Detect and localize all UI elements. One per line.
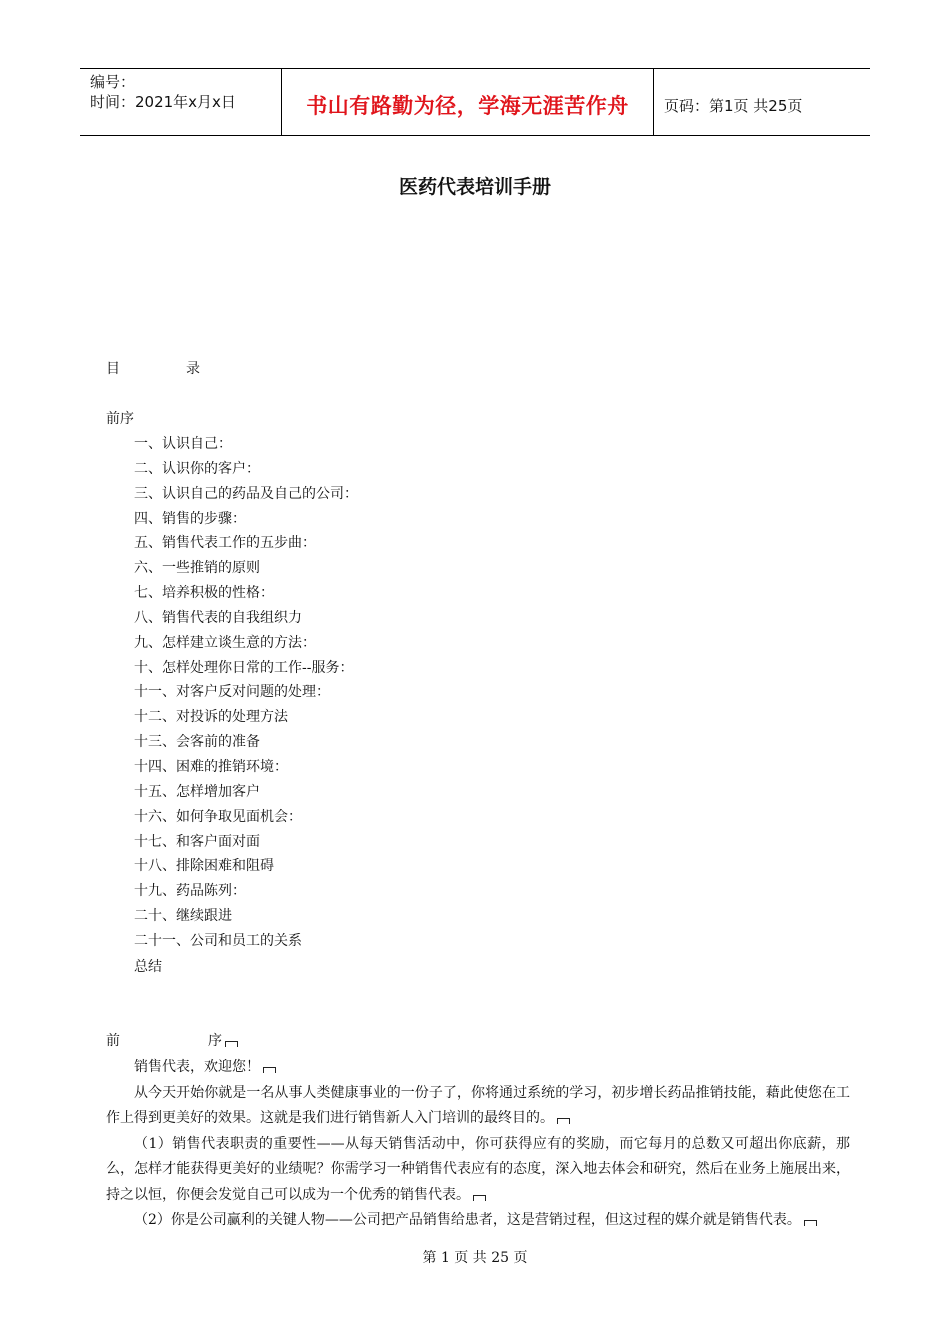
page-footer: 第 1 页 共 25 页 (422, 1250, 528, 1266)
header-page-info: 页码：第1页 共25页 (664, 96, 803, 115)
toc-item-preface[interactable]: 前序 (106, 411, 134, 427)
paragraph-mark-icon (263, 1067, 276, 1073)
toc-item[interactable]: 四、销售的步骤： (134, 510, 246, 527)
preface-heading-right: 序 (208, 1033, 222, 1049)
toc-item[interactable]: 二十、继续跟进 (134, 908, 232, 925)
paragraph-text: 从今天开始你就是一名从事人类健康事业的一份子了，你将通过系统的学习，初步增长药品推销技能，藉此使您在工作上得到更美好的效果。这就是我们进行销售新人入门培训的最终目的。 (106, 1084, 850, 1126)
toc-heading-left: 目 (106, 361, 120, 377)
toc-item[interactable]: 一、认识自己： (134, 436, 232, 452)
preface-paragraph (106, 1081, 850, 1132)
toc-item[interactable]: 十一、对客户反对问题的处理： (134, 684, 330, 701)
paragraph-mark-icon (557, 1118, 570, 1124)
toc-heading (106, 358, 200, 378)
paragraph-text: （2）你是公司赢利的关键人物——公司把产品销售给患者，这是营销过程，但这过程的媒介就是销售代表。 (134, 1212, 801, 1228)
toc-item[interactable]: 十二、对投诉的处理方法 (134, 709, 288, 726)
toc-item[interactable]: 六、一些推销的原则 (134, 560, 260, 577)
preface-body (106, 1055, 850, 1234)
toc-item[interactable]: 九、怎样建立谈生意的方法： (134, 634, 316, 651)
preface-paragraph (106, 1055, 850, 1081)
toc-item[interactable]: 三、认识自己的药品及自己的公司： (134, 485, 358, 502)
toc-list (134, 432, 358, 954)
paragraph-text: 销售代表，欢迎您！ (134, 1059, 260, 1075)
document-number-label: 编号： (90, 73, 136, 91)
toc-item[interactable]: 二、认识你的客户： (134, 460, 260, 477)
document-title: 医药代表培训手册 (398, 176, 551, 198)
paragraph-mark-icon (225, 1041, 238, 1047)
toc-item[interactable]: 十七、和客户面对面 (134, 833, 260, 850)
toc-item[interactable]: 十六、如何争取见面机会： (134, 808, 302, 825)
preface-paragraph (106, 1132, 850, 1209)
header-info-cell (80, 69, 282, 135)
toc-item[interactable]: 二十一、公司和员工的关系 (134, 932, 302, 949)
preface-heading (106, 1030, 238, 1050)
header-motto: 书山有路勤为径，学海无涯苦作舟 (282, 69, 654, 135)
paragraph-text: （1）销售代表职责的重要性——从每天销售活动中，你可获得应有的奖励，而它每月的总数又可超出你底薪，那么，怎样才能获得更美好的业绩呢？你需学习一种销售代表应有的态度，深入地去体会和研究，然后在业务上施展出来，持之以恒，你便会发觉自己可以成为一个优秀的销售代表。 (106, 1135, 850, 1203)
toc-item[interactable]: 十四、困难的推销环境： (134, 758, 288, 775)
toc-item[interactable]: 十五、怎样增加客户 (134, 783, 260, 800)
preface-paragraph (106, 1208, 850, 1234)
toc-item[interactable]: 八、销售代表的自我组织力 (134, 609, 302, 626)
toc-item-summary[interactable]: 总结 (134, 959, 162, 975)
toc-item[interactable]: 十八、排除困难和阻碍 (134, 858, 274, 875)
preface-heading-left: 前 (106, 1033, 120, 1049)
paragraph-mark-icon (804, 1220, 817, 1226)
paragraph-mark-icon (473, 1195, 486, 1201)
toc-item[interactable]: 十九、药品陈列： (134, 883, 246, 900)
toc-item[interactable]: 十三、会客前的准备 (134, 734, 260, 751)
toc-item[interactable]: 十、怎样处理你日常的工作--服务： (134, 659, 354, 676)
toc-item[interactable]: 五、销售代表工作的五步曲： (134, 535, 316, 552)
page-header (80, 68, 870, 136)
document-date-label: 时间：2021年x月x日 (90, 93, 236, 111)
toc-heading-right: 录 (186, 361, 200, 377)
toc-item[interactable]: 七、培养积极的性格： (134, 585, 274, 602)
